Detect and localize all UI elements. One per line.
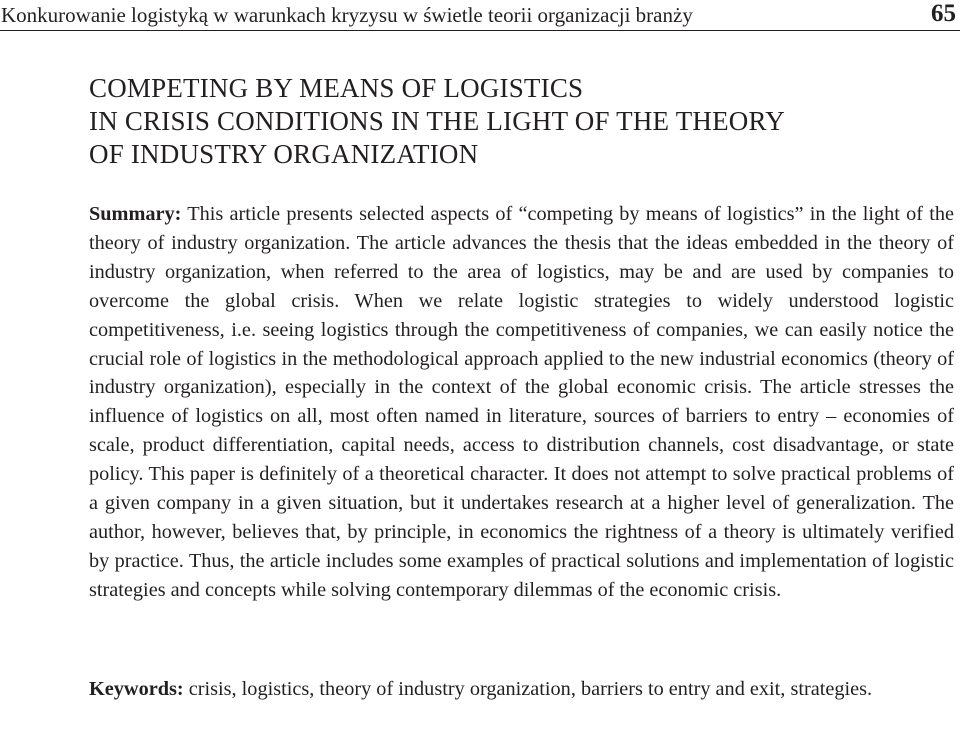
article-title-line-1: COMPETING BY MEANS OF LOGISTICS: [89, 73, 584, 103]
summary-label: Summary:: [89, 203, 182, 225]
running-header: [0, 0, 960, 31]
article-title-line-2: IN CRISIS CONDITIONS IN THE LIGHT OF THE THEORY: [89, 106, 785, 136]
summary-text: This article presents selected aspects of “competing by means of logistics” in the light of the theory of industry organization. The article advances the thesis that the ideas embedded in the theory of industry organization, when referred to the area of logistics, may be and are used by companies to overcome the global crisis. When we relate logistic strategies to widely understood logistic competitiveness, i.e. seeing logistics through the competitiveness of companies, we can easily notice the crucial role of logistics in the methodological approach applied to the new industrial economics (theory of industry organization), especially in the context of the global economic crisis. The article stresses the influence of logistics on all, most often named in literature, sources of barriers to entry – economies of scale, product differentiation, capital needs, access to distribution channels, cost disadvantage, or state policy. This paper is definitely of a theoretical character. It does not attempt to solve practical problems of a given company in a given situation, but it undertakes research at a higher level of generalization. The author, however, believes that, by principle, in economics the rightness of a theory is ultimately verified by practice. Thus, the article includes some examples of practical solutions and implementation of logistic strategies and concepts while solving contemporary dilemmas of the economic crisis.: [89, 203, 954, 601]
summary-paragraph: [89, 200, 954, 605]
article-title-line-3: OF INDUSTRY ORGANIZATION: [89, 139, 479, 169]
running-title: Konkurowanie logistyką w warunkach kryzysu w świetle teorii organizacji branży: [1, 3, 693, 27]
keywords-text: crisis, logistics, theory of industry organization, barriers to entry and exit, strategies.: [188, 678, 873, 700]
keywords-label: Keywords:: [89, 678, 184, 700]
page-number: 65: [931, 0, 956, 27]
keywords-paragraph: [89, 675, 954, 704]
article-title: [89, 72, 949, 171]
